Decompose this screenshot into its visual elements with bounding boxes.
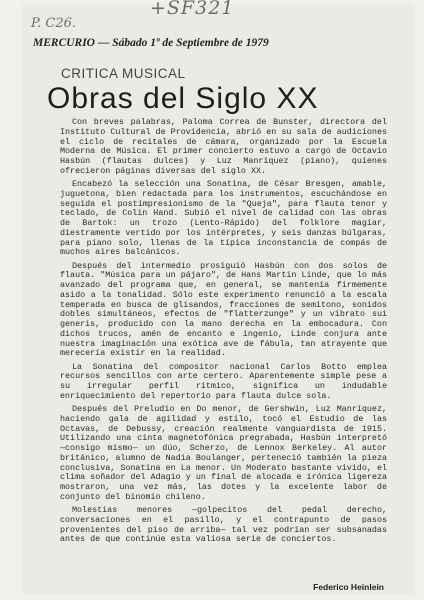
section-heading: CRITICA MUSICAL <box>61 66 186 81</box>
handwritten-catalog-note: +SF321 <box>150 0 235 19</box>
article-paragraph: Después del Preludio en Do menor, de Gershwin, Luz Manríquez, haciendo gala de agilidad y estilo, tocó el Estudio de las Octavas, de Debussy, creación realmente vanguardista de 1915. Utilizando una cinta magnetofónica pregrabada, Hasbún interpretó —consigo mismo— un dúo, Scherzo, de Lennox Berkeley. Al autor británico, alumno de Nadia Boulanger, perteneció también la pieza conclusiva, Sonatina en La menor. Un Moderato bastante vivido, el clima soñador del Adagio y un final de alocada e irónica ligereza mostraron, una vez más, las dotes y la excelente labor de conjunto del binomio chileno. <box>60 404 387 502</box>
author-byline: Federico Heinlein <box>313 582 384 592</box>
newspaper-dateline: MERCURIO — Sábado 1º de Septiembre de 1979 <box>33 37 269 49</box>
handwritten-page-note: P. C26. <box>31 16 76 31</box>
article-body <box>60 118 387 549</box>
article-paragraph: Molestias menores —golpecitos del pedal derecho, conversaciones en el pasillo, y el contrapunto de pasos provenientes del piso de arriba— tal vez podrían ser subsanadas antes de que continúe esta valiosa serie de conciertos. <box>60 505 387 545</box>
article-paragraph: Después del intermedio prosiguió Hasbún con dos solos de flauta. "Música para un pájaro", de Hans Martin Linde, que lo más avanzado del programa que, en general, se mantenía firmemente asido a la tonalidad. Sólo este experimento renunció a la escala temperada en busca de glisandos, fracciones de semitono, sonidos dobles simultáneos, efectos de "flatterzunge" y un vibrato sui generis, producido con la mano derecha en la embocadura. Con dichos trucos, amén de encanto e ingenio, Linde conjura ante nuestra imaginación una exótica ave de fábula, tan atrayente que merecería existir en la realidad. <box>60 260 387 359</box>
article-headline: Obras del Siglo XX <box>47 82 319 115</box>
article-paragraph: Con breves palabras, Paloma Correa de Bunster, directora del Instituto Cultural de Providencia, abrió en su sala de audiciones el ciclo de recitales de cámara, organizado por la Escuela Moderna de Música. El primer concierto estuvo a cargo de Octavio Hasbún (flautas dulces) y Luz Manríquez (piano), quienes ofrecieron páginas diversas del siglo XX. <box>60 117 387 176</box>
article-paragraph: La Sonatina del compositor nacional Carlos Botto emplea recursos sencillos con arte certero. Aparentemente simple pese a su irregular perfil rítmico, significa un indudable enriquecimiento del repertorio para flauta dulce sola. <box>60 361 387 401</box>
article-paragraph: Encabezó la selección una Sonatina, de César Bresgen, amable, juguetona, bien redactada para los instrumentos, escuchándose en seguida el postimpresionismo de la "Queja", para flauta tenor y teclado, de Colin Hand. Subió el nivel de calidad con las obras de Bartok: un trozo (Lento-Rápido) del folklore magiar, diestramente vertido por los intérpretes, y seis danzas búlgaras, para piano solo, llenas de la típica inconstancia de compás de muchos aires balcánicos. <box>60 179 387 258</box>
